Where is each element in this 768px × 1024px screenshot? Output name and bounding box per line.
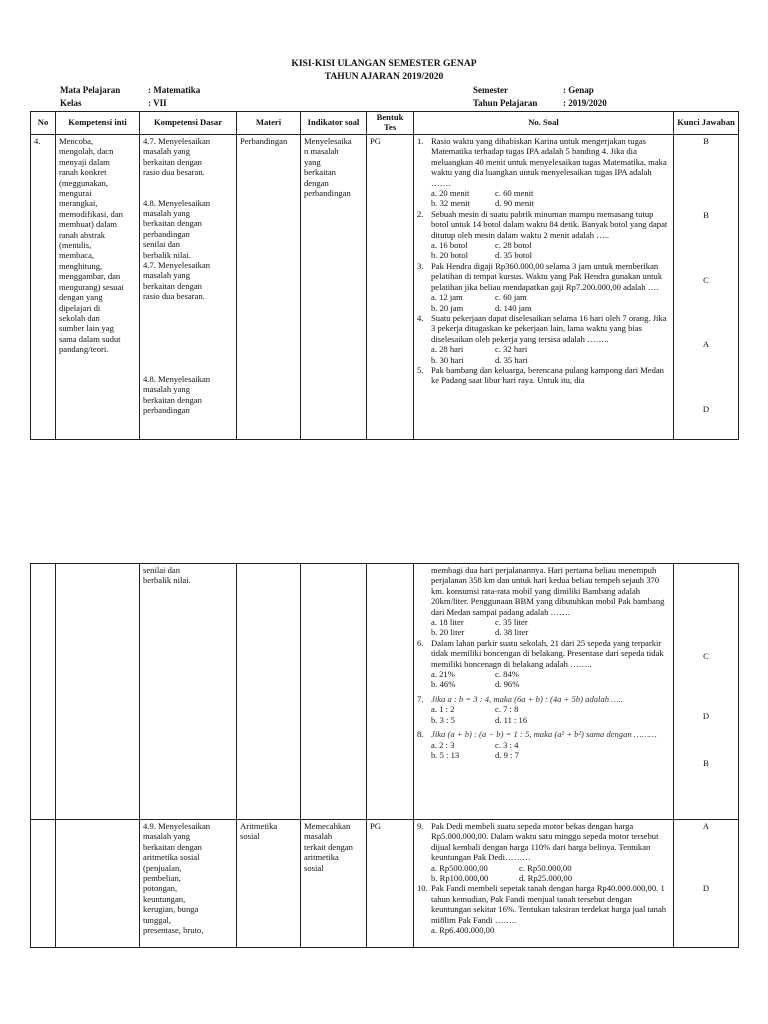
kompetensi-inti: Mencoba, mengolah, dacn menyaji dalam ranah konkret (meggunakan, mengurai merangkai, memodifikasi, dan membuat) dalam ranah abstrak (menulis, membaca, menghitung, menggambar, dan mengurang) sesuai dengan yang dipelajari di sekolah dan sumber lain yag sama dalam sudut pandang/teori. xyxy=(56,135,140,440)
info-tahun-value: : 2019/2020 xyxy=(563,98,607,108)
answer-key: D xyxy=(702,883,710,894)
kunci-jawaban xyxy=(674,564,739,820)
row-number: 4. xyxy=(31,135,56,440)
kunci-jawaban xyxy=(674,820,739,948)
question-item: 7. Jika a : b = 3 : 4, maka (6a + b) : (4a + 5b) adalah ….. a. 1 : 2 c. 7 : 8 b. 3 : 5 d. 11 : 16 xyxy=(417,693,624,725)
materi: Perbandingan xyxy=(237,135,301,440)
question-item: 8. Jika (a + b) : (a − b) = 1 : 5, maka (a² + b²) sama dengan ……… a. 2 : 3 c. 3 : 4 b. 5 : 13 d. 9 : 7 xyxy=(417,729,657,760)
info-kelas-value: : VII xyxy=(148,98,167,108)
question-item: 4. Suatu pekerjaan dapat diselesaikan selama 16 hari oleh 7 orang. Jika 3 pekerja ditugaskan ke pekerjaan lain, lama waktu yang bias diselesaikan oleh pekerja yang tersisa adalah …….. a. 28 hari c. 32 hari b. 30 hari d. 35 hari xyxy=(417,312,667,365)
col-header-bentuk: Bentuk Tes xyxy=(367,112,414,135)
col-header-ki: Kompetensi inti xyxy=(56,112,140,135)
col-header-kunci: Kunci Jawaban xyxy=(674,112,739,135)
answer-key: C xyxy=(703,274,709,285)
col-header-kd: Kompetensi Dasar xyxy=(140,112,237,135)
table-row xyxy=(31,135,739,440)
kunci-jawaban xyxy=(674,135,739,440)
info-kelas-label: Kelas xyxy=(60,98,82,108)
answer-key: A xyxy=(702,339,710,350)
kompetensi-dasar-cont: senilai dan berbalik nilai. xyxy=(140,564,237,820)
question-item-continued: membagi dua hari perjalanannya. Hari pertama beliau menempuh perjalanan 358 km dan untuk hari kedua beliau tempeh sejauh 370 km. konsumsi rata-rata mobil yang dimiliki Bambang adalah 20km/liter. Penggunaan BBM yang dibutuhkan mobil Pak bambang dari Medan sampai padang adalah ……. a. 18 liter c. 35 liter b. 20 liter d. 38 liter xyxy=(431,565,665,638)
table-row xyxy=(31,820,739,948)
question-item: 5. Pak bambang dan keluarga, berencana pulang kampong dari Medan ke Padang saat libur hari raya. Untuk itu, dia xyxy=(417,364,664,386)
col-header-indikator: Indikator soal xyxy=(301,112,367,135)
answer-key: C xyxy=(703,651,709,661)
kisi-kisi-table-page2 xyxy=(30,563,739,948)
info-mapel-value: : Matematika xyxy=(148,85,201,95)
col-header-no: No xyxy=(31,112,56,135)
kisi-kisi-table-page1 xyxy=(30,111,739,440)
table-header-row xyxy=(31,112,739,135)
question-item: 9. Pak Dedi membeli suatu sepeda motor bekas dengan harga Rp5.000.000,00. Dalam waktu satu minggu sepeda motor tersebut dijual kembali dengan harga 110% dari harga belinya. Tentukan keuntungan Pak Dedi……… a. Rp500.000,00 c. Rp50.000,00 b. Rp100.000,00 d. Rp25.000,00 xyxy=(417,821,659,884)
col-header-materi: Materi xyxy=(237,112,301,135)
bentuk-tes: PG xyxy=(367,135,414,440)
soal-list xyxy=(414,820,674,948)
indikator-soal: Memecahkan masalah terkait dengan aritmetika sosial xyxy=(301,820,367,948)
document-title: KISI-KISI ULANGAN SEMESTER GENAP xyxy=(291,58,477,69)
info-mapel-label: Mata Pelajaran xyxy=(60,85,121,95)
answer-key: B xyxy=(703,136,709,146)
question-item: 6. Dalam lahan parkir suatu sekolah, 21 dari 25 sepeda yang terparkir tidak memiliki boncengan di belakang. Presentase dari sepeda tidak memiliki boncenagn di belakang adalah …….. a. 21% c. 84% b. 46% d. 96% xyxy=(417,637,664,690)
soal-list xyxy=(414,135,674,440)
indikator-soal: Menyelesaika n masalah yang berkaitan dengan perbandingan xyxy=(301,135,367,440)
answer-key: D xyxy=(702,711,710,722)
answer-key: D xyxy=(702,403,710,414)
table-row xyxy=(31,564,739,820)
document-subtitle: TAHUN AJARAN 2019/2020 xyxy=(324,71,444,82)
kompetensi-dasar: 4.7. Menyelesaikan masalah yang berkaitan dengan rasio dua besaran. 4.8. Menyelesaikan masalah yang berkaitan dengan perbandingan senilai dan berbalik nilai. 4.7. Menyelesaikan masalah yang berkaitan dengan rasio dua besaran. 4.8. Menyelesaikan masalah yang berkaitan dengan perbandingan xyxy=(140,135,237,440)
answer-key: B xyxy=(703,210,709,221)
question-item: 10. Pak Fandi membeli sepetak tanah dengan harga Rp40.000.000,00. 1 tahun kemudian, Pak Fandi menjual tanah tersebut dengan keuntungan sekitar 16%. Tentukan taksiran terdekat harga jual tanah mi8lim Pak Fandi …….. a. Rp6.400.000,00 xyxy=(417,883,667,936)
soal-list xyxy=(414,564,674,820)
info-semester-value: : Genap xyxy=(563,85,594,95)
info-semester-label: Semester xyxy=(473,85,508,95)
question-item: 2. Sebuah mesin di suatu pabrik minuman mampu memasang tutup botol untuk 14 botol dalam waktu 84 detik. Banyak botol yang dapat ditutup oleh mesin dalam waktu 2 menit adalah ….. a. 16 botol c. 28 botol b. 20 botol d. 35 botol xyxy=(417,208,668,261)
question-item: 3. Pak Hendra digaji Rp360.000,00 selama 3 jam untuk memberikan pelatihan di tempat kursus. Waktu yang Pak Hendra gunakan untuk pelatihan jika beliau mendapatkan gaji Rp7.200.000,00 adalah …. a. 12 jam c. 60 jam b. 20 jam d. 140 jam xyxy=(417,260,663,313)
question-item: 1. Rasio waktu yang dihabiskan Karina untuk mengerjakan tugas Matematika terhadap tugas IPA adalah 5 banding 4. Jika dia meluangkan 40 menit untuk menyelesaikan tugas Matematika, maka waktu yang dia luangkan untuk menyelesaikan tugas IPA adalah ……. a. 20 menit c. 60 menit b. 32 menit d. 90 menit xyxy=(417,136,667,209)
bentuk-tes: PG xyxy=(367,820,414,948)
info-tahun-label: Tahun Pelajaran xyxy=(473,98,538,108)
answer-key: B xyxy=(703,757,709,768)
materi: Aritmetika sosial xyxy=(237,820,301,948)
kompetensi-dasar: 4.9. Menyelesaikan masalah yang berkaitan dengan aritmetika sosial (penjualan, pembelian, potongan, keuntungan, kerugian, bunga tunggal, presentase, bruto, xyxy=(140,820,237,948)
col-header-soal: No. Soal xyxy=(414,112,674,135)
answer-key: A xyxy=(702,821,710,831)
